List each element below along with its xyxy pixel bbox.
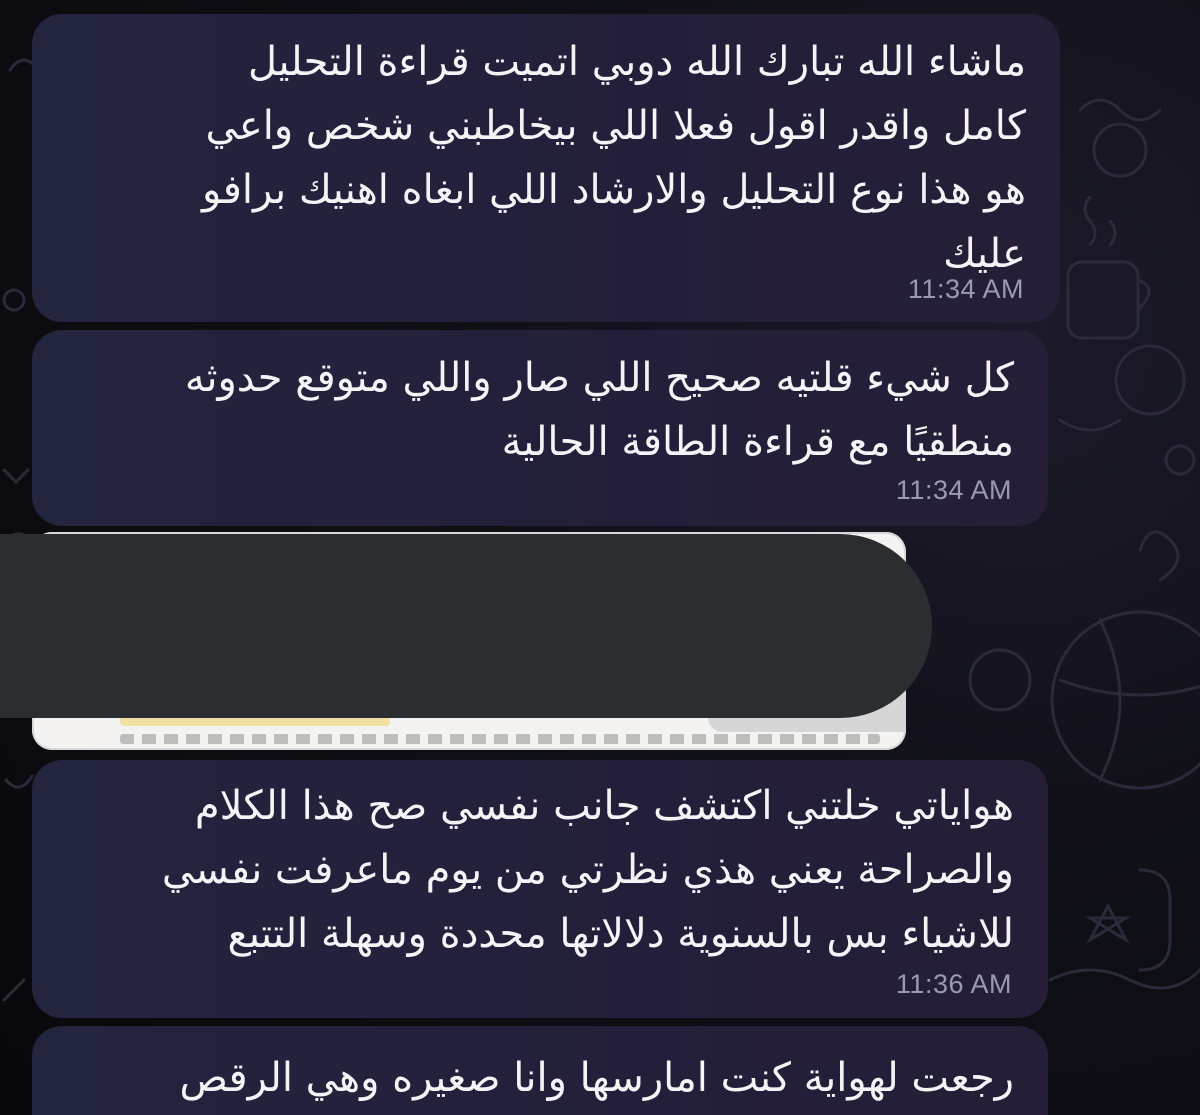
message-timestamp: 11:34 AM — [895, 475, 1012, 505]
message-bubble[interactable] — [32, 760, 1048, 1018]
message-text: هواياتي خلتني اكتشف جانب نفسي صح هذا الكلام والصراحة يعني هذي نظرتي من يوم ماعرفت نفسي للاشياء بس بالسنوية دلالاتها محددة وسهلة التتبع — [161, 783, 1014, 957]
message-timestamp: 11:34 AM — [907, 274, 1024, 304]
redaction-overlay — [0, 534, 932, 718]
message-text: ماشاء الله تبارك الله دوبي اتميت قراءة التحليل كامل واقدر اقول فعلا اللي بيخاطبني شخص واعي هو هذا نوع التحليل والارشاد اللي ابغاه اهنيك برافو عليك — [202, 39, 1026, 277]
message-text: رجعت لهواية كنت امارسها وانا صغيره وهي الرقص — [179, 1055, 1014, 1101]
message-bubble[interactable] — [32, 14, 1060, 322]
message-bubble[interactable] — [32, 1026, 1048, 1115]
image-blurred-text — [120, 734, 880, 744]
message-bubble[interactable] — [32, 330, 1048, 526]
message-text: كل شيء قلتيه صحيح اللي صار واللي متوقع حدوثه منطقيًا مع قراءة الطاقة الحالية — [184, 355, 1014, 465]
message-timestamp: 11:36 AM — [895, 969, 1012, 999]
